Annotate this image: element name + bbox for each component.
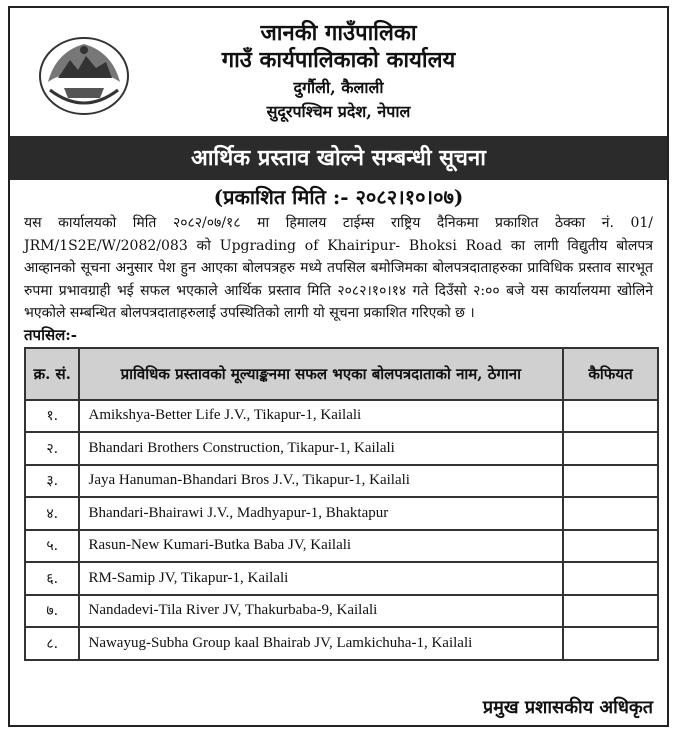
row-name: Bhandari Brothers Construction, Tikapur-1, Kailali [79,432,563,465]
office-address: दुर्गौली, कैलाली [293,78,384,97]
row-sn: १. [25,400,79,433]
row-remarks [563,432,658,465]
row-remarks [563,465,658,498]
row-sn: ३. [25,465,79,498]
table-row [25,562,658,595]
province-country: सुदूरपश्चिम प्रदेश, नेपाल [266,102,411,121]
row-remarks [563,627,658,660]
row-name: Nawayug-Subha Group kaal Bhairab JV, Lamkichuha-1, Kailali [79,627,563,660]
row-remarks [563,562,658,595]
table-row [25,400,658,433]
signatory-title: प्रमुख प्रशासकीय अधिकृत [482,697,653,718]
row-sn: २. [25,432,79,465]
letterhead [10,8,667,136]
header-sn: क्र. सं. [25,348,79,400]
notice-title-banner [10,136,667,180]
table-row [25,432,658,465]
row-sn: ४. [25,497,79,530]
row-remarks [563,530,658,563]
bidders-table [24,347,659,661]
office-name: गाउँ कार्यपालिकाको कार्यालय [221,47,456,73]
notice-page [8,6,669,727]
row-name: Jaya Hanuman-Bhandari Bros J.V., Tikapur-1, Kailali [79,465,563,498]
row-name: Nandadevi-Tila River JV, Thakurbaba-9, Kailali [79,595,563,628]
section-label: तपसिल:- [24,325,78,344]
row-sn: ५. [25,530,79,563]
table-row [25,595,658,628]
table-row [25,627,658,660]
notice-title: आर्थिक प्रस्ताव खोल्ने सम्बन्धी सूचना [191,145,486,171]
row-name: Bhandari-Bhairawi J.V., Madhyapur-1, Bhaktapur [79,497,563,530]
table-row [25,530,658,563]
row-sn: ६. [25,562,79,595]
table-header-row [25,348,658,400]
row-sn: ७. [25,595,79,628]
header-remarks: कैफियत [563,348,658,400]
notice-body: यस कार्यालयको मिति २०८२/०७/१८ मा हिमालय टाईम्स राष्ट्रिय दैनिकमा प्रकाशित ठेक्का नं. 01/ JRM/1S2E/W/2082/083 को Upgrading of Khairipur- Bhoksi Road का लागी विद्युतीय बोलपत्र आव्हानको सूचना अनुसार पेश हुन आएका बोलपत्रहरु मध्ये तपसिल बमोजिमका बोलपत्रदाताहरुका प्राविधिक प्रस्ताव सारभूत रुपमा प्रभावग्राही भई सफल भएकाले आर्थिक प्रस्ताव मिति २०८२।१०।१४ गते दिउँसो २:०० बजे यस कार्यालयमा खोलिने भएकोले सम्बन्धित बोलपत्रदाताहरुलाई उपस्थितिको लागी यो सूचना प्रकाशित गरिएको छ । [24,215,653,321]
table-row [25,497,658,530]
header-name: प्राविधिक प्रस्तावको मूल्याङ्कनमा सफल भएका बोलपत्रदाताको नाम, ठेगाना [79,348,563,400]
row-name: Rasun-New Kumari-Butka Baba JV, Kailali [79,530,563,563]
row-name: RM-Samip JV, Tikapur-1, Kailali [79,562,563,595]
row-name: Amikshya-Better Life J.V., Tikapur-1, Kailali [79,400,563,433]
row-remarks [563,400,658,433]
row-remarks [563,595,658,628]
row-sn: ८. [25,627,79,660]
published-date: (प्रकाशित मिति :- २०८२।१०।०७) [213,185,464,209]
row-remarks [563,497,658,530]
table-row [25,465,658,498]
org-name: जानकी गाउँपालिका [260,20,417,46]
